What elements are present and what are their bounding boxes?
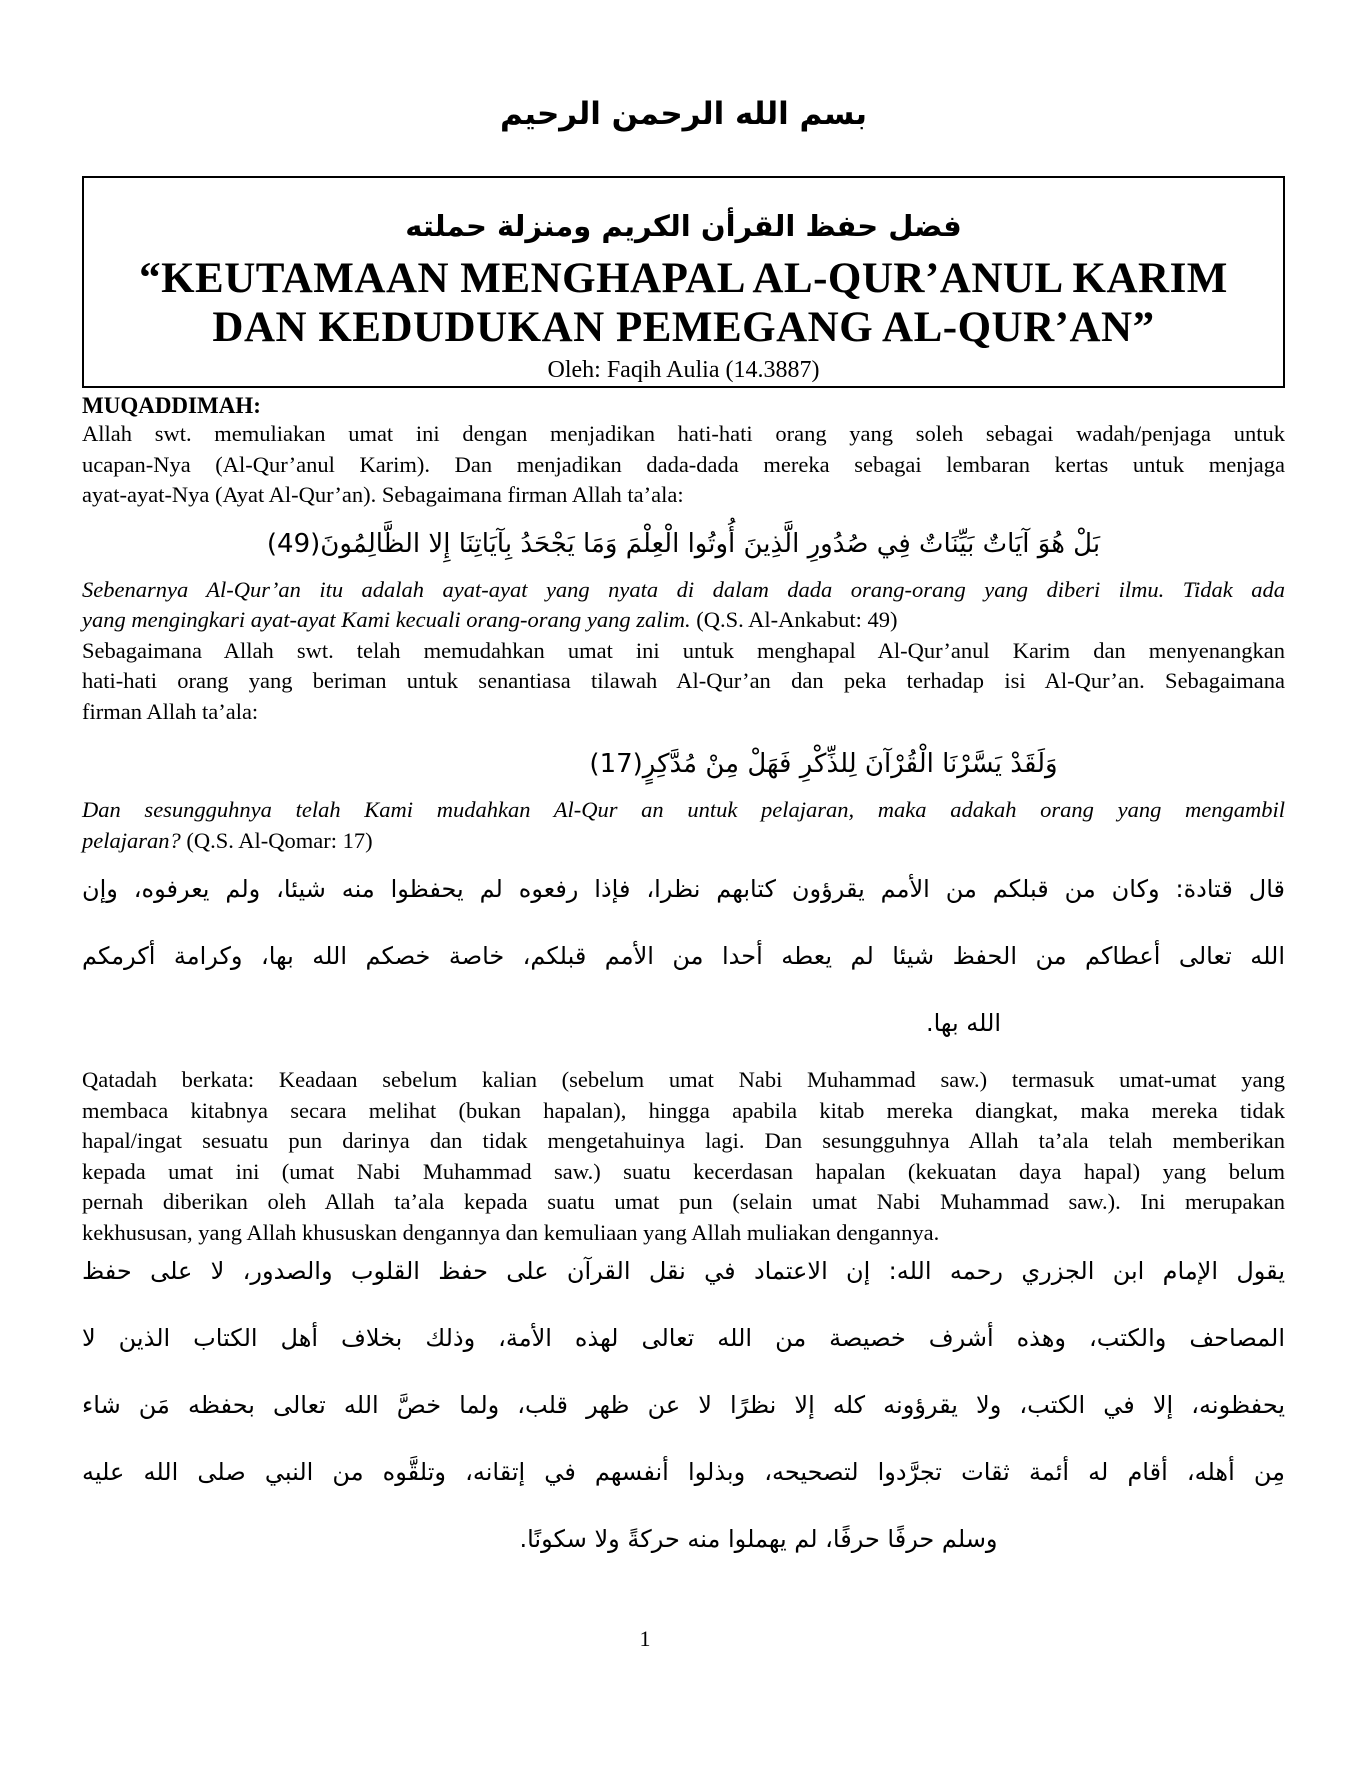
translation-qomar-line-1: Dan sesungguhnya telah Kami mudahkan Al-Qur an untuk pelajaran, maka adakah orang yang mengambil xyxy=(82,797,1285,822)
page-title-line-2: DAN KEDUDUKAN PEMEGANG AL-QUR’AN” xyxy=(212,304,1155,351)
paragraph-intro-last-line: ayat-ayat-Nya (Ayat Al-Qur’an). Sebagaimana firman Allah ta’ala: xyxy=(82,482,684,507)
arabic-quote-qatadah-last-line: الله بها. xyxy=(925,1009,1002,1037)
translation-ankabut-line-1: Sebenarnya Al-Qur’an itu adalah ayat-ayat yang nyata di dalam dada orang-orang yang diberi ilmu. Tidak ada xyxy=(82,576,1285,602)
paragraph-memudahkan-lines: Sebagaimana Allah swt. telah memudahkan umat ini untuk menghapal Al-Qur’anul Karim dan menyenangkan hati-hati orang yang beriman untuk senantiasa tilawah Al-Qur’an dan peka terhadap isi Al-Qur’an. Sebagaimana xyxy=(82,637,1285,693)
quran-verse-qomar-17: وَلَقَدْ يَسَّرْنَا الْقُرْآنَ لِلذِّكْرِ فَهَلْ مِنْ مُدَّكِرٍ(17) xyxy=(589,749,1058,779)
paragraph-qatadah-last-line: kekhususan, yang Allah khususkan dengannya dan kemuliaan yang Allah muliakan dengannya. xyxy=(82,1219,940,1245)
arabic-quote-qatadah-lines: قال قتادة: وكان من قبلكم من الأمم يقرؤون كتابهم نظرا، فإذا رفعوه لم يحفظوا منه شيئا، ولم يعرفوه، وإن الله تعالى أعطاكم من الحفظ شيئا لم يعطه أحدا من الأمم قبلكم، خاصة خصكم الله بها، وكرامة أكرمكم xyxy=(82,875,1285,970)
arabic-quote-ibn-jazari xyxy=(82,1238,1285,1573)
verse-reference-qomar: (Q.S. Al-Qomar: 17) xyxy=(180,827,373,853)
arabic-quote-ibn-jazari-lines: يقول الإمام ابن الجزري رحمه الله: إن الاعتماد في نقل القرآن على حفظ القلوب والصدور، لا على حفظ المصاحف والكتب، وهذه أشرف خصيصة من الله تعالى لهذه الأمة، وذلك بخلاف أهل الكتاب الذين لا يحفظونه، إلا في الكتب، ولا يقرؤونه كله إلا نظرًا لا عن ظهر قلب، ولما خصَّ الله تعالى بحفظه مَن شاء مِن أهله، أقام له أئمة ثقات تجرَّدوا لتصحيحه، وبذلوا أنفسهم في إتقانه، وتلقَّوه من النبي صلى الله عليه xyxy=(82,1257,1285,1486)
verse-reference-ankabut: (Q.S. Al-Ankabut: 49) xyxy=(690,607,898,632)
quran-verse-ankabut-49: بَلْ هُوَ آيَاتٌ بَيِّنَاتٌ فِي صُدُورِ الَّذِينَ أُوتُوا الْعِلْمَ وَمَا يَجْحَدُ بِآيَاتِنَا إِلا الظَّالِمُونَ(49) xyxy=(266,528,1101,559)
translation-qomar-italic: pelajaran? xyxy=(82,827,181,853)
page-title-line-1: “KEUTAMAAN MENGHAPAL AL-QUR’ANUL KARIM xyxy=(139,255,1228,302)
paragraph-memudahkan xyxy=(82,636,1285,728)
paragraph-qatadah-lines: Qatadah berkata: Keadaan sebelum kalian (sebelum umat Nabi Muhammad saw.) termasuk umat-umat yang membaca kitabnya secara melihat (bukan hapalan), hingga apabila kitab mereka diangkat, maka mereka tidak hapal/ingat sesuatu pun darinya dan tidak mengetahuinya lagi. Dan sesungguhnya Allah ta’ala telah memberikan kepada umat ini (umat Nabi Muhammad saw.) suatu kecerdasan hapalan (kekuatan daya hapal) yang belum pernah diberikan oleh Allah ta’ala kepada suatu umat pun (selain umat Nabi Muhammad saw.). Ini merupakan xyxy=(82,1067,1285,1214)
page-number: 1 xyxy=(639,1626,651,1651)
translation-qomar xyxy=(82,795,1285,856)
paragraph-memudahkan-last-line: firman Allah ta’ala: xyxy=(82,698,259,724)
bismillah-header: بسم الله الرحمن الرحيم xyxy=(499,96,868,132)
paragraph-intro-lines: Allah swt. memuliakan umat ini dengan menjadikan hati-hati orang yang soleh sebagai wadah/penjaga untuk ucapan-Nya (Al-Qur’anul Karim). Dan menjadikan dada-dada mereka sebagai lembaran kertas untuk menjaga xyxy=(82,421,1285,477)
arabic-title: فضل حفظ القرأن الكريم ومنزلة حملته xyxy=(405,209,962,243)
translation-qomar-line-2 xyxy=(82,826,1285,857)
title-box xyxy=(82,176,1285,388)
author-byline: Oleh: Faqih Aulia (14.3887) xyxy=(547,357,820,383)
translation-ankabut xyxy=(82,575,1285,636)
arabic-quote-qatadah xyxy=(82,856,1285,1057)
translation-ankabut-line-2 xyxy=(82,605,1285,636)
section-heading-muqaddimah: MUQADDIMAH: xyxy=(82,393,261,418)
translation-ankabut-italic: yang mengingkari ayat-ayat Kami kecuali orang-orang yang zalim. xyxy=(82,607,691,632)
arabic-quote-ibn-jazari-last-line: وسلم حرفًا حرفًا، لم يهملوا منه حركةً ولا سكونًا. xyxy=(519,1525,998,1553)
paragraph-qatadah-translation xyxy=(82,1065,1285,1248)
paragraph-intro xyxy=(82,419,1285,511)
